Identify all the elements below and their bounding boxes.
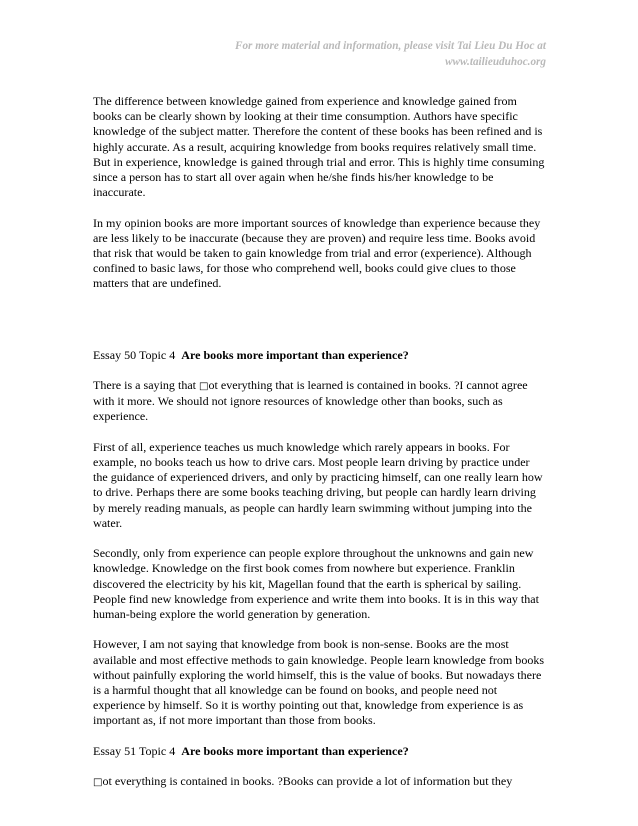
paragraph-6: However, I am not saying that knowledge from book is non-sense. Books are the most available and most effective methods to gain knowledge. People learn knowledge from books without painfully exploring the world himself, this is the value of books. But nowadays there is a harmful thought that all knowledge can be found on books, and people need not experience by himself. So it is worthy pointing out that, knowledge from experience is as important as, if not more important than those from books. [93,637,545,728]
paragraph-2: In my opinion books are more important sources of knowledge than experience because they are less likely to be inaccurate (because they are proven) and require less time. Books avoid that risk that would be taken to gain knowledge from trial and error (experience). Although confined to basic laws, for those who comprehend well, books could give clues to those matters that are undefined. [93,215,541,291]
missing-glyph-box: □ [199,381,209,393]
missing-glyph-box: □ [93,777,103,789]
paragraph-7 [93,774,545,790]
paragraph-7-text: ot everything is contained in books. ?Books can provide a lot of information but they [102,774,513,789]
essay-51-title: Are books more important than experience? [181,743,409,758]
paragraph-4: First of all, experience teaches us much knowledge which rarely appears in books. For example, no books teach us how to drive cars. Most people learn driving by practice under the guidance of experienced drivers, and only by practicing himself, can one really learn how to drive. Perhaps there are some books teaching driving, but people can hardly learn driving by merely reading manuals, as people can hardly learn swimming without jumping into the water. [93,439,543,530]
essay-50-title: Are books more important than experience? [181,347,409,362]
page-header [126,38,546,70]
paragraph-1: The difference between knowledge gained from experience and knowledge gained from books can be clearly shown by looking at their time consumption. Authors have specific knowledge of the subject matter. Therefore the content of these books has been refined and is highly accurate. As a result, acquiring knowledge from books requires relatively small time. But in experience, knowledge is gained through trial and error. This is highly time consuming since a person has to start all over again when he/she finds his/her knowledge to be inaccurate. [93,94,545,200]
paragraph-3-start: There is a saying that [93,378,200,393]
essay-50-label: Essay 50 Topic 4 [93,347,176,362]
paragraph-3 [93,378,545,425]
header-line-1: For more material and information, please visit Tai Lieu Du Hoc at [235,40,546,52]
essay-50-heading [93,348,545,363]
essay-51-heading [93,744,545,759]
document-body [93,94,545,790]
paragraph-3-rest: ot everything that is learned is contained in books. ?I cannot agree with it more. We should not ignore resources of knowledge other than books, such as experience. [93,378,528,424]
paragraph-5: Secondly, only from experience can people explore throughout the unknowns and gain new knowledge. Knowledge on the first book comes from nowhere but experience. Franklin discovered the electricity by his kit, Magellan found that the earth is spherical by sailing. People find new knowledge from experience and write them into books. It is in this way that human-being explore the world generation by generation. [93,546,539,622]
header-line-2: www.tailieuduhoc.org [445,56,546,68]
essay-51-label: Essay 51 Topic 4 [93,743,176,758]
